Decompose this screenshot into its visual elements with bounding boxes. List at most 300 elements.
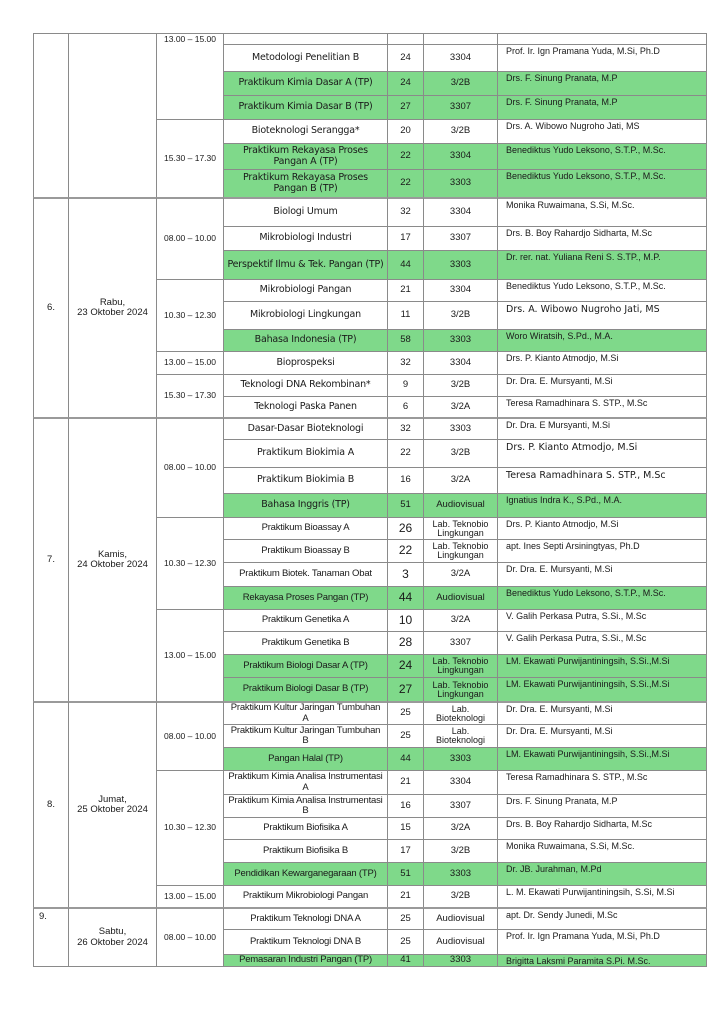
lecturer-text: Monika Ruwaimana, S.Si, M.Sc. (506, 841, 635, 851)
lecturer-text: Prof. Ir. Ign Pramana Yuda, M.Si, Ph.D (506, 46, 660, 56)
course-name (223, 493, 388, 518)
lecturer (497, 562, 707, 587)
room (423, 250, 498, 280)
room-text: 3303 (449, 422, 472, 434)
participant-count-text: 22 (400, 447, 411, 459)
lecturer-text: Benediktus Yudo Leksono, S.T.P., M.Sc. (506, 171, 666, 181)
course-name (223, 631, 388, 655)
participant-count (387, 701, 424, 725)
time-slot-text: 10.30 – 12.30 (164, 309, 216, 320)
room-text: 3303 (449, 334, 472, 346)
participant-count (387, 724, 424, 748)
participant-count (387, 95, 424, 120)
participant-count-text: 26 (398, 520, 413, 535)
room-text: 3304 (449, 51, 472, 63)
lecturer (497, 631, 707, 655)
lecturer-text: Benediktus Yudo Leksono, S.T.P., M.Sc. (506, 588, 666, 598)
room (423, 631, 498, 655)
room-text: Lab. Teknobio Lingkungan (432, 679, 489, 699)
room-text (424, 34, 497, 44)
room (423, 677, 498, 702)
day-number (33, 33, 69, 198)
course-name (223, 885, 388, 908)
course-name (223, 677, 388, 702)
lecturer-text: Drs. A. Wibowo Nugroho Jati, MS (506, 304, 660, 315)
participant-count-text: 15 (400, 822, 411, 834)
room (423, 143, 498, 170)
room (423, 862, 498, 886)
lecturer (497, 329, 707, 352)
room-text: 3/2A (450, 568, 471, 580)
participant-count-text: 22 (400, 177, 411, 189)
lecturer (497, 817, 707, 840)
room (423, 817, 498, 840)
room (423, 169, 498, 198)
course-name-text: Bahasa Indonesia (TP) (254, 334, 357, 346)
time-slot (156, 609, 224, 702)
course-name-text: Praktikum Mikrobiologi Pangan (242, 890, 369, 902)
room (423, 609, 498, 632)
room-text: 3307 (449, 636, 472, 648)
room (423, 396, 498, 418)
participant-count (387, 817, 424, 840)
participant-count (387, 770, 424, 795)
day-date (68, 197, 157, 418)
room-text: 3/2B (450, 844, 471, 856)
participant-count (387, 907, 424, 930)
lecturer (497, 493, 707, 518)
lecturer-text: Dr. Dra. E. Mursyanti, M.Si (506, 376, 613, 386)
course-name-text: Mikrobiologi Lingkungan (250, 309, 361, 321)
course-name-text: Praktikum Biofisika B (262, 844, 349, 856)
room (423, 119, 498, 144)
course-name (223, 954, 388, 967)
day-date (68, 907, 157, 967)
lecturer-text: Drs. A. Wibowo Nugroho Jati, MS (506, 121, 640, 131)
participant-count (387, 439, 424, 468)
room-text: Audiovisual (436, 935, 485, 947)
day-date (68, 417, 157, 702)
room (423, 301, 498, 330)
room (423, 95, 498, 120)
room-text: Audiovisual (436, 912, 485, 924)
course-name (223, 562, 388, 587)
lecturer-text: Drs. P. Kianto Atmodjo, M.Si (506, 442, 638, 453)
participant-count-text: 58 (400, 334, 411, 346)
course-name (223, 654, 388, 678)
lecturer (497, 396, 707, 418)
lecturer (497, 301, 707, 330)
day-date-text: Kamis, 24 Oktober 2024 (77, 548, 148, 570)
lecturer-text: V. Galih Perkasa Putra, S.Si., M.Sc (506, 633, 647, 643)
participant-count (387, 539, 424, 563)
time-slot (156, 885, 224, 908)
participant-count (387, 417, 424, 440)
course-name-text: Praktikum Genetika A (261, 614, 350, 626)
course-name-text: Praktikum Genetika B (261, 636, 350, 648)
participant-count (387, 143, 424, 170)
time-slot-text: 13.00 – 15.00 (164, 890, 216, 901)
course-name-text: Praktikum Rekayasa Proses Pangan A (TP) (243, 145, 368, 167)
room-text: 3304 (449, 284, 472, 296)
lecturer (497, 885, 707, 908)
room (423, 654, 498, 678)
lecturer-text: Drs. F. Sinung Pranata, M.P (506, 73, 618, 83)
participant-count-text: 17 (400, 844, 411, 856)
time-slot (156, 417, 224, 518)
time-slot (156, 517, 224, 610)
participant-count-text: 51 (400, 499, 411, 511)
course-name-text: Metodologi Penelitian B (251, 51, 360, 63)
room (423, 954, 498, 967)
course-name-text: Bioteknologi Serangga* (251, 125, 360, 137)
room (423, 374, 498, 397)
room-text: 3/2B (450, 447, 471, 459)
room (423, 701, 498, 725)
course-name (223, 351, 388, 375)
participant-count (387, 954, 424, 967)
lecturer-text: V. Galih Perkasa Putra, S.Si., M.Sc (506, 611, 647, 621)
room-text: 3304 (449, 206, 472, 218)
course-name (223, 862, 388, 886)
lecturer-text: Prof. Ir. Ign Pramana Yuda, M.Si, Ph.D (506, 931, 660, 941)
participant-count (387, 493, 424, 518)
day-date-text: Sabtu, 26 Oktober 2024 (77, 926, 148, 948)
participant-count (387, 301, 424, 330)
course-name-text: Praktikum Bioassay A (261, 522, 350, 534)
room (423, 885, 498, 908)
room (423, 586, 498, 610)
course-name-text: Teknologi Paska Panen (254, 400, 357, 412)
time-slot (156, 351, 224, 375)
room-text: 3303 (449, 177, 472, 189)
participant-count (387, 862, 424, 886)
participant-count (387, 631, 424, 655)
participant-count-text: 32 (400, 422, 411, 434)
room-text: 3/2A (450, 822, 471, 834)
participant-count (387, 517, 424, 540)
lecturer (497, 539, 707, 563)
room (423, 493, 498, 518)
time-slot (156, 33, 224, 120)
lecturer (497, 351, 707, 375)
course-name (223, 609, 388, 632)
course-name-text: Praktikum Bioassay B (261, 544, 350, 556)
course-name (223, 747, 388, 771)
lecturer-text: Drs. B. Boy Rahardjo Sidharta, M.Sc (506, 228, 653, 238)
participant-count (387, 119, 424, 144)
course-name-text: Praktikum Kimia Dasar A (TP) (238, 77, 373, 89)
room-text: 3304 (449, 776, 472, 788)
lecturer-text: Teresa Ramadhinara S. STP., M.Sc (506, 772, 648, 782)
course-name (223, 226, 388, 251)
course-name (223, 250, 388, 280)
participant-count (387, 609, 424, 632)
time-slot (156, 701, 224, 771)
lecturer-text: LM. Ekawati Purwijantiningsih, S.Si.,M.Si (506, 679, 670, 689)
lecturer-text: apt. Dr. Sendy Junedi, M.Sc (506, 910, 618, 920)
room-text: Lab. Teknobio Lingkungan (432, 518, 489, 538)
course-name-text: Mikrobiologi Industri (259, 232, 352, 244)
participant-count (387, 169, 424, 198)
lecturer-text: Drs. F. Sinung Pranata, M.P (506, 796, 618, 806)
participant-count (387, 226, 424, 251)
course-name-text: Pangan Halal (TP) (268, 752, 343, 764)
lecturer (497, 226, 707, 251)
lecturer-text: Dr. Dra. E Mursyanti, M.Si (506, 420, 611, 430)
course-name (223, 701, 388, 725)
participant-count-text: 32 (400, 356, 411, 368)
course-name (223, 439, 388, 468)
room (423, 467, 498, 494)
lecturer-text: L. M. Ekawati Purwijantiningsih, S.Si, M.Si (506, 887, 675, 897)
room-text: 3307 (449, 799, 472, 811)
lecturer (497, 44, 707, 72)
day-date-text: Jumat, 25 Oktober 2024 (77, 793, 148, 815)
lecturer (497, 467, 707, 494)
participant-count-text: 32 (400, 206, 411, 218)
course-name-text: Dasar-Dasar Bioteknologi (247, 422, 364, 434)
lecturer-text: Teresa Ramadhinara S. STP., M.Sc (506, 470, 666, 481)
participant-count-text: 20 (400, 125, 411, 137)
course-name-text: Praktikum Teknologi DNA A (250, 912, 361, 924)
day-date (68, 701, 157, 908)
lecturer (497, 517, 707, 540)
participant-count (387, 747, 424, 771)
course-name (223, 839, 388, 863)
room (423, 329, 498, 352)
participant-count-text: 28 (398, 635, 413, 650)
room (423, 907, 498, 930)
room (423, 197, 498, 227)
lecturer-text: Woro Wiratsih, S.Pd., M.A. (506, 331, 613, 341)
participant-count (387, 929, 424, 955)
day-number-text: 6. (47, 301, 55, 313)
participant-count-text: 16 (400, 474, 411, 486)
day-number-text: 8. (47, 798, 55, 810)
lecturer-text: Benediktus Yudo Leksono, S.T.P., M.Sc. (506, 281, 666, 291)
participant-count-text: 25 (400, 912, 411, 924)
participant-count-text: 9 (402, 379, 409, 391)
time-slot-text: 08.00 – 10.00 (164, 233, 216, 244)
participant-count-text: 25 (400, 707, 411, 719)
course-name (223, 467, 388, 494)
room (423, 562, 498, 587)
lecturer (497, 747, 707, 771)
lecturer (497, 417, 707, 440)
lecturer-text: Monika Ruwaimana, S.Si, M.Sc. (506, 200, 635, 210)
participant-count-text: 25 (400, 729, 411, 741)
lecturer (497, 609, 707, 632)
participant-count (387, 374, 424, 397)
participant-count (387, 44, 424, 72)
time-slot-text: 15.30 – 17.30 (164, 390, 216, 401)
participant-count (387, 329, 424, 352)
course-name-text: Praktikum Kimia Dasar B (TP) (238, 101, 373, 113)
lecturer-text: LM. Ekawati Purwijantiningsih, S.Si.,M.Si (506, 656, 670, 666)
room (423, 44, 498, 72)
lecturer (497, 677, 707, 702)
course-name-text: Perspektif Ilmu & Tek. Pangan (TP) (227, 258, 384, 270)
day-number (33, 417, 69, 702)
course-name-text: Teknologi DNA Rekombinan* (240, 379, 371, 391)
course-name-text: Mikrobiologi Pangan (259, 284, 352, 296)
course-name-text: Praktikum Kimia Analisa Instrumentasi A (228, 771, 383, 793)
room-text: Lab. Bioteknologi (435, 703, 486, 723)
lecturer (497, 197, 707, 227)
course-name-text: Praktikum Kultur Jaringan Tumbuhan A (230, 702, 381, 724)
room-text: 3303 (449, 752, 472, 764)
time-slot (156, 279, 224, 352)
time-slot (156, 770, 224, 886)
lecturer-text: Drs. P. Kianto Atmodjo, M.Si (506, 353, 619, 363)
course-name (223, 44, 388, 72)
participant-count-text: 22 (400, 150, 411, 162)
room (423, 794, 498, 818)
room-text: Lab. Bioteknologi (435, 726, 486, 745)
lecturer (497, 250, 707, 280)
room-text: Audiovisual (436, 499, 485, 511)
time-slot (156, 197, 224, 280)
course-name-text: Pendidikan Kewarganegaraan (TP) (234, 867, 377, 879)
lecturer (497, 586, 707, 610)
room-text: 3/2A (450, 614, 471, 626)
lecturer (497, 929, 707, 955)
time-slot (156, 119, 224, 198)
lecturer (497, 71, 707, 96)
day-number (33, 907, 69, 967)
participant-count-text: 44 (400, 258, 411, 270)
time-slot-text: 10.30 – 12.30 (164, 557, 216, 568)
participant-count-text: 24 (400, 77, 411, 89)
course-name (223, 197, 388, 227)
course-name-text: Praktikum Biofisika A (263, 822, 348, 834)
participant-count-text: 24 (398, 658, 413, 673)
course-name (223, 417, 388, 440)
day-date-text: Rabu, 23 Oktober 2024 (77, 296, 148, 318)
room (423, 226, 498, 251)
course-name (223, 517, 388, 540)
participant-count-text: 41 (400, 954, 411, 966)
room-text: 3304 (449, 150, 472, 162)
course-name (223, 817, 388, 840)
participant-count-text: 17 (400, 232, 411, 244)
time-slot-text: 08.00 – 10.00 (164, 462, 216, 473)
room-text: 3/2B (450, 890, 471, 902)
participant-count (387, 654, 424, 678)
day-number-text: 7. (47, 553, 55, 565)
course-name-text: Praktikum Biologi Dasar B (TP) (242, 683, 369, 695)
participant-count-text: 22 (398, 543, 413, 558)
time-slot-text: 08.00 – 10.00 (164, 730, 216, 741)
time-slot (156, 374, 224, 418)
course-name (223, 71, 388, 96)
lecturer-text: Dr. rer. nat. Yuliana Reni S. S.TP., M.P. (506, 252, 661, 262)
room-text: Lab. Teknobio Lingkungan (432, 656, 489, 675)
course-name-text: Praktikum Biotek. Tanaman Obat (239, 568, 372, 580)
room-text: Audiovisual (436, 591, 485, 603)
lecturer (497, 439, 707, 468)
lecturer (497, 724, 707, 748)
room (423, 279, 498, 302)
course-name (223, 374, 388, 397)
lecturer-text: Dr. Dra. E. Mursyanti, M.Si (506, 704, 613, 714)
participant-count-text: 11 (400, 309, 411, 321)
participant-count (387, 794, 424, 818)
lecturer-text: Teresa Ramadhinara S. STP., M.Sc (506, 398, 648, 408)
lecturer (497, 907, 707, 930)
course-name (223, 329, 388, 352)
course-name-text: Praktikum Teknologi DNA B (250, 935, 361, 947)
lecturer-text: Dr. Dra. E. Mursyanti, M.Si (506, 564, 613, 574)
day-number-text: 9. (39, 911, 47, 922)
participant-count (387, 586, 424, 610)
participant-count (387, 562, 424, 587)
course-name (223, 794, 388, 818)
lecturer (497, 374, 707, 397)
time-slot-text: 13.00 – 15.00 (164, 357, 216, 368)
participant-count-text: 16 (400, 799, 411, 811)
lecturer (497, 839, 707, 863)
lecturer (497, 794, 707, 818)
course-name (223, 143, 388, 170)
room-text: 3303 (449, 867, 472, 879)
participant-count (387, 839, 424, 863)
lecturer (497, 654, 707, 678)
room (423, 839, 498, 863)
course-name (223, 929, 388, 955)
course-name (223, 539, 388, 563)
lecturer (497, 862, 707, 886)
course-name-text: Praktikum Biokimia B (256, 474, 355, 486)
participant-count-text: 21 (400, 890, 411, 902)
participant-count (387, 467, 424, 494)
day-date-text (69, 34, 156, 197)
room (423, 439, 498, 468)
lecturer-text: Drs. B. Boy Rahardjo Sidharta, M.Sc (506, 819, 653, 829)
participant-count-text: 21 (400, 284, 411, 296)
lecturer (497, 119, 707, 144)
lecturer (497, 279, 707, 302)
lecturer-text: Dr. Dra. E. Mursyanti, M.Si (506, 726, 613, 736)
participant-count-text: 44 (400, 752, 411, 764)
course-name-text: Pemasaran Industri Pangan (TP) (239, 954, 372, 966)
participant-count-text: 27 (400, 101, 411, 113)
time-slot-text: 13.00 – 15.00 (164, 34, 216, 44)
lecturer-text: Ignatius Indra K., S.Pd., M.A. (506, 495, 623, 505)
course-name (223, 95, 388, 120)
participant-count-text: 51 (400, 867, 411, 879)
room-text: 3307 (449, 101, 472, 113)
day-date (68, 33, 157, 198)
course-name-text: Bahasa Inggris (TP) (261, 499, 350, 511)
lecturer-text: Drs. F. Sinung Pranata, M.P (506, 97, 618, 107)
room-text: 3/2B (450, 309, 471, 321)
participant-count (387, 279, 424, 302)
participant-count (387, 250, 424, 280)
lecturer-text (498, 34, 706, 44)
participant-count-text: 44 (398, 590, 413, 605)
time-slot-text: 13.00 – 15.00 (164, 649, 216, 660)
participant-count-text: 25 (400, 935, 411, 947)
course-name (223, 724, 388, 748)
course-name (223, 301, 388, 330)
room-text: 3/2A (450, 400, 471, 412)
course-name (223, 279, 388, 302)
room (423, 517, 498, 540)
day-number (33, 197, 69, 418)
room (423, 71, 498, 96)
